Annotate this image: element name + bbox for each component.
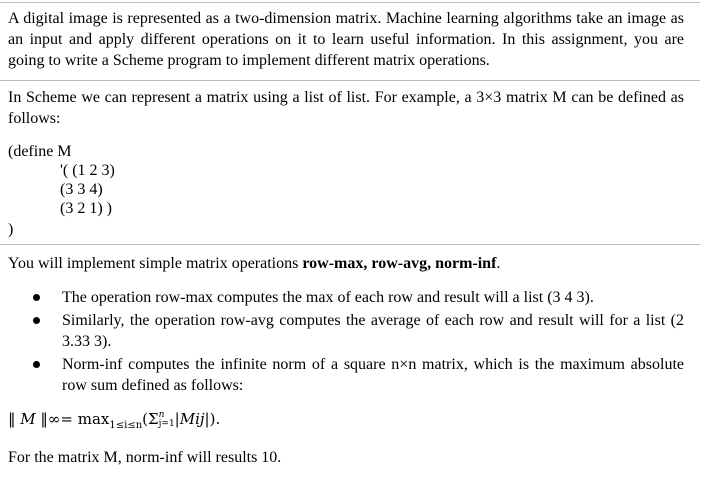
implement-sentence bbox=[8, 255, 500, 273]
intro-paragraph: A digital image is represented as a two-dimension matrix. Machine learning algorithms take an image as an input and apply different operations on it to learn useful information. In this assignment, you are going to write a Scheme program to implement different matrix operations. bbox=[8, 10, 684, 69]
formula-abs: |Mij| bbox=[174, 410, 210, 428]
bullet-row-avg: Similarly, the operation row-avg computes the average of each row and result will for a list (2 3.33 3). bbox=[62, 312, 684, 350]
formula-max: max bbox=[77, 410, 110, 428]
implement-ops: row-max, row-avg, norm-inf bbox=[302, 255, 497, 272]
formula-sigma: Σ bbox=[148, 410, 159, 428]
formula-open: ( bbox=[142, 410, 148, 428]
section-divider bbox=[0, 80, 700, 81]
implement-suffix: . bbox=[496, 255, 501, 272]
formula-sigma-sup: n bbox=[158, 410, 165, 420]
formula-sigma-sub: j=1 bbox=[158, 419, 175, 429]
code-divider bbox=[0, 244, 700, 245]
scheme-intro-paragraph: In Scheme we can represent a matrix using a list of list. For example, a 3×3 matrix M can be defined as follows: bbox=[8, 89, 684, 127]
code-line-row2: (3 3 4) bbox=[60, 181, 103, 198]
bullet-dot-1 bbox=[33, 294, 40, 301]
result-sentence: For the matrix M, norm-inf will results 10. bbox=[8, 449, 282, 466]
implement-prefix: You will implement simple matrix operations bbox=[8, 255, 303, 272]
formula-max-sub: 1≤i≤n bbox=[109, 420, 143, 431]
bullet-row-max: The operation row-max computes the max of each row and result will a list (3 4 3). bbox=[62, 289, 594, 306]
code-line-close: ) bbox=[8, 221, 14, 238]
top-divider bbox=[0, 2, 700, 3]
bullet-dot-3 bbox=[33, 361, 40, 368]
code-line-row1: '( (1 2 3) bbox=[60, 162, 115, 179]
formula-lhs: ‖ M ‖∞= bbox=[8, 410, 78, 428]
norm-formula bbox=[8, 410, 220, 431]
bullet-dot-2 bbox=[33, 317, 40, 324]
code-line-define: (define M bbox=[8, 143, 72, 160]
code-line-row3: (3 2 1) ) bbox=[60, 200, 112, 217]
bullet-norm-inf: Norm-inf computes the infinite norm of a square n×n matrix, which is the maximum absolute row sum defined as follows: bbox=[62, 356, 684, 394]
formula-close: ). bbox=[209, 410, 221, 428]
